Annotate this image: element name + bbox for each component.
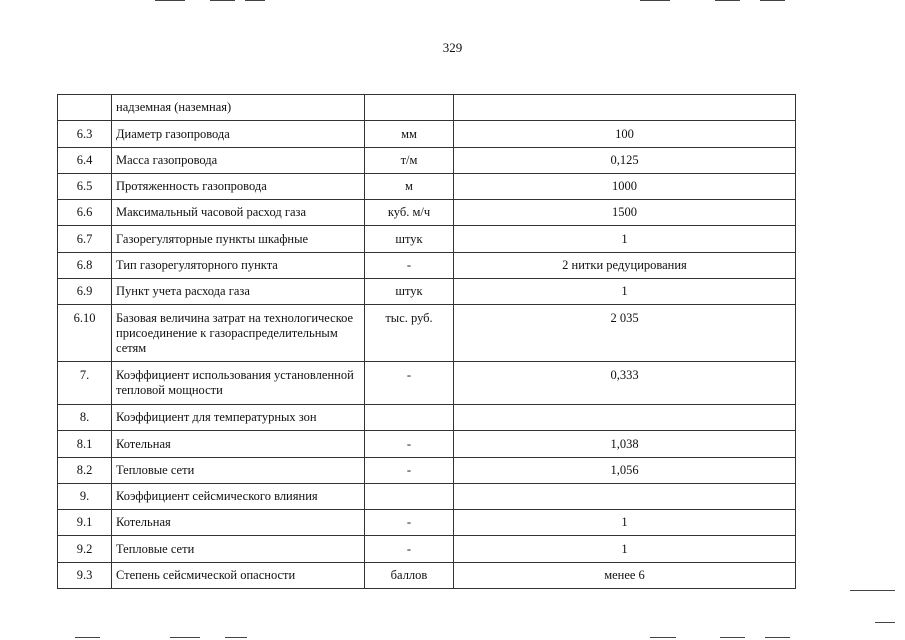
table-row — [58, 148, 796, 174]
parameters-table — [57, 94, 796, 589]
table-row — [58, 563, 796, 589]
parameter-value: 1,056 — [454, 458, 796, 484]
unit-of-measure: баллов — [365, 563, 454, 589]
table-row — [58, 405, 796, 431]
parameter-value: 2 нитки редуцирования — [454, 253, 796, 279]
row-number: 6.7 — [58, 226, 112, 253]
row-number: 6.10 — [58, 305, 112, 362]
row-number: 6.3 — [58, 121, 112, 148]
row-number: 7. — [58, 362, 112, 405]
parameter-value: 1000 — [454, 174, 796, 200]
table-row — [58, 226, 796, 253]
unit-of-measure: - — [365, 458, 454, 484]
parameter-value — [454, 405, 796, 431]
scan-artifact — [640, 0, 670, 1]
scan-artifact — [765, 637, 790, 638]
scan-artifact — [715, 0, 740, 1]
unit-of-measure: штук — [365, 279, 454, 305]
table-row — [58, 200, 796, 226]
scan-artifact — [720, 637, 745, 638]
unit-of-measure — [365, 95, 454, 121]
parameter-value: 1 — [454, 226, 796, 253]
scan-artifact — [155, 0, 185, 1]
unit-of-measure: - — [365, 362, 454, 405]
unit-of-measure: м — [365, 174, 454, 200]
parameter-value: 0,125 — [454, 148, 796, 174]
unit-of-measure: куб. м/ч — [365, 200, 454, 226]
parameter-name: Базовая величина затрат на технологическое присоединение к газораспределительным сетям — [112, 305, 365, 362]
table-row — [58, 95, 796, 121]
table-row — [58, 458, 796, 484]
row-number: 6.8 — [58, 253, 112, 279]
row-number: 9.1 — [58, 510, 112, 536]
parameter-name: Диаметр газопровода — [112, 121, 365, 148]
parameter-value — [454, 484, 796, 510]
unit-of-measure: т/м — [365, 148, 454, 174]
parameter-name: Тип газорегуляторного пункта — [112, 253, 365, 279]
table-row — [58, 174, 796, 200]
parameter-name: Коэффициент использования установленной тепловой мощности — [112, 362, 365, 405]
row-number: 6.6 — [58, 200, 112, 226]
table-row — [58, 536, 796, 563]
scan-artifact — [75, 637, 100, 638]
unit-of-measure: - — [365, 253, 454, 279]
unit-of-measure: тыс. руб. — [365, 305, 454, 362]
parameter-name: Коэффициент для температурных зон — [112, 405, 365, 431]
scan-artifact — [245, 0, 265, 1]
parameter-name: Тепловые сети — [112, 458, 365, 484]
row-number: 8.2 — [58, 458, 112, 484]
row-number: 6.5 — [58, 174, 112, 200]
scan-artifact — [760, 0, 785, 1]
row-number: 9.2 — [58, 536, 112, 563]
table-row — [58, 362, 796, 405]
scan-artifact — [210, 0, 235, 1]
parameter-value: 2 035 — [454, 305, 796, 362]
scan-artifact — [225, 637, 247, 638]
parameter-name: Пункт учета расхода газа — [112, 279, 365, 305]
parameter-name: Газорегуляторные пункты шкафные — [112, 226, 365, 253]
parameter-value: менее 6 — [454, 563, 796, 589]
parameter-name: Котельная — [112, 431, 365, 458]
scan-artifact — [850, 590, 895, 591]
row-number — [58, 95, 112, 121]
table-row — [58, 279, 796, 305]
table-row — [58, 510, 796, 536]
row-number: 8. — [58, 405, 112, 431]
unit-of-measure: - — [365, 536, 454, 563]
table-row — [58, 305, 796, 362]
table-row — [58, 253, 796, 279]
unit-of-measure: мм — [365, 121, 454, 148]
parameter-name: Коэффициент сейсмического влияния — [112, 484, 365, 510]
row-number: 8.1 — [58, 431, 112, 458]
parameter-value: 1 — [454, 510, 796, 536]
scan-artifact — [650, 637, 676, 638]
parameter-value: 1 — [454, 536, 796, 563]
row-number: 6.9 — [58, 279, 112, 305]
parameter-name: Максимальный часовой расход газа — [112, 200, 365, 226]
parameter-value — [454, 95, 796, 121]
parameter-value: 1 — [454, 279, 796, 305]
unit-of-measure: - — [365, 431, 454, 458]
table-row — [58, 431, 796, 458]
parameter-value: 0,333 — [454, 362, 796, 405]
parameter-value: 1500 — [454, 200, 796, 226]
scan-artifact — [875, 622, 895, 623]
parameter-value: 100 — [454, 121, 796, 148]
unit-of-measure: - — [365, 510, 454, 536]
unit-of-measure — [365, 405, 454, 431]
parameter-name: Масса газопровода — [112, 148, 365, 174]
unit-of-measure — [365, 484, 454, 510]
page-number: 329 — [442, 40, 463, 55]
row-number: 9.3 — [58, 563, 112, 589]
parameter-name: Степень сейсмической опасности — [112, 563, 365, 589]
row-number: 9. — [58, 484, 112, 510]
parameter-name: Протяженность газопровода — [112, 174, 365, 200]
table-row — [58, 484, 796, 510]
parameter-name: Тепловые сети — [112, 536, 365, 563]
parameter-value: 1,038 — [454, 431, 796, 458]
parameter-name: Котельная — [112, 510, 365, 536]
scan-artifact — [170, 637, 200, 638]
table-row — [58, 121, 796, 148]
row-number: 6.4 — [58, 148, 112, 174]
unit-of-measure: штук — [365, 226, 454, 253]
table-body — [58, 95, 796, 589]
parameter-name: надземная (наземная) — [112, 95, 365, 121]
